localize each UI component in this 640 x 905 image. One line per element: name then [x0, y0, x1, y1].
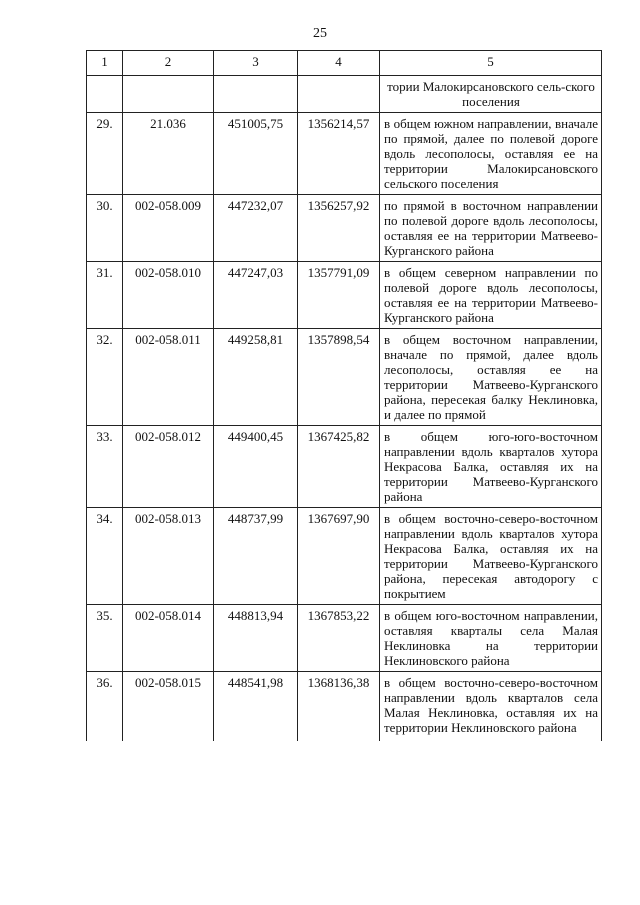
- coordinate-y: 1367853,22: [298, 605, 380, 672]
- coordinate-y: 1367425,82: [298, 426, 380, 508]
- coordinate-x: 448737,99: [214, 508, 298, 605]
- coordinate-x: 448541,98: [214, 672, 298, 742]
- header-col-2: 2: [123, 51, 214, 76]
- point-code: 002-058.012: [123, 426, 214, 508]
- coordinate-x: 451005,75: [214, 113, 298, 195]
- row-number: 30.: [87, 195, 123, 262]
- table-row: [87, 672, 602, 742]
- boundary-description: в общем северном направлении по полевой дороге вдоль лесополосы, оставляя ее на территории Матвеево-Курганского района: [380, 262, 602, 329]
- table-header: [87, 51, 602, 76]
- coordinate-x: 449258,81: [214, 329, 298, 426]
- table-row: [87, 113, 602, 195]
- row-number: 32.: [87, 329, 123, 426]
- coordinate-x: 448813,94: [214, 605, 298, 672]
- boundary-description: в общем юго-юго-восточном направлении вдоль кварталов хутора Некрасова Балка, оставляя их на территории Матвеево-Курганского района: [380, 426, 602, 508]
- continuation-empty-cell: [214, 76, 298, 113]
- coordinate-x: 447232,07: [214, 195, 298, 262]
- continuation-description: тории Малокирсановского сель-ского поселения: [380, 76, 602, 113]
- boundary-description: по прямой в восточном направлении по полевой дороге вдоль лесополосы, оставляя ее на территории Матвеево-Курганского района: [380, 195, 602, 262]
- row-number: 36.: [87, 672, 123, 742]
- header-col-1: 1: [87, 51, 123, 76]
- continuation-row: [87, 76, 602, 113]
- row-number: 33.: [87, 426, 123, 508]
- coordinate-y: 1356214,57: [298, 113, 380, 195]
- header-row: [87, 51, 602, 76]
- header-col-4: 4: [298, 51, 380, 76]
- coordinate-x: 449400,45: [214, 426, 298, 508]
- row-number: 31.: [87, 262, 123, 329]
- continuation-empty-cell: [123, 76, 214, 113]
- table-body: [87, 76, 602, 742]
- header-col-5: 5: [380, 51, 602, 76]
- continuation-empty-cell: [298, 76, 380, 113]
- boundary-description: в общем южном направлении, вначале по прямой, далее по полевой дороге вдоль лесополосы, оставляя ее на территории Малокирсановского сельского поселения: [380, 113, 602, 195]
- row-number: 29.: [87, 113, 123, 195]
- coordinate-x: 447247,03: [214, 262, 298, 329]
- header-col-3: 3: [214, 51, 298, 76]
- point-code: 002-058.010: [123, 262, 214, 329]
- continuation-empty-cell: [87, 76, 123, 113]
- point-code: 002-058.011: [123, 329, 214, 426]
- page-number: 25: [313, 26, 327, 41]
- point-code: 21.036: [123, 113, 214, 195]
- table-row: [87, 426, 602, 508]
- boundary-description: в общем восточно-северо-восточном направлении вдоль кварталов хутора Некрасова Балка, оставляя их на территории Матвеево-Курганского района, пересекая автодорогу с покрытием: [380, 508, 602, 605]
- point-code: 002-058.013: [123, 508, 214, 605]
- boundary-table: [86, 50, 602, 741]
- table-row: [87, 605, 602, 672]
- row-number: 34.: [87, 508, 123, 605]
- table-row: [87, 195, 602, 262]
- coordinate-y: 1356257,92: [298, 195, 380, 262]
- table-row: [87, 508, 602, 605]
- coordinate-y: 1367697,90: [298, 508, 380, 605]
- point-code: 002-058.015: [123, 672, 214, 742]
- point-code: 002-058.014: [123, 605, 214, 672]
- coordinate-y: 1368136,38: [298, 672, 380, 742]
- row-number: 35.: [87, 605, 123, 672]
- table-row: [87, 329, 602, 426]
- point-code: 002-058.009: [123, 195, 214, 262]
- coordinate-y: 1357791,09: [298, 262, 380, 329]
- boundary-description: в общем юго-восточном направлении, оставляя кварталы села Малая Неклиновка на территории Неклиновского района: [380, 605, 602, 672]
- coordinate-y: 1357898,54: [298, 329, 380, 426]
- boundary-description: в общем восточно-северо-восточном направлении вдоль кварталов села Малая Неклиновка, оставляя их на территории Неклиновского района: [380, 672, 602, 742]
- boundary-description: в общем восточном направлении, вначале по прямой, далее вдоль лесополосы, оставляя ее на территории Матвеево-Курганского района, пересекая балку Неклиновка, и далее по прямой: [380, 329, 602, 426]
- table-row: [87, 262, 602, 329]
